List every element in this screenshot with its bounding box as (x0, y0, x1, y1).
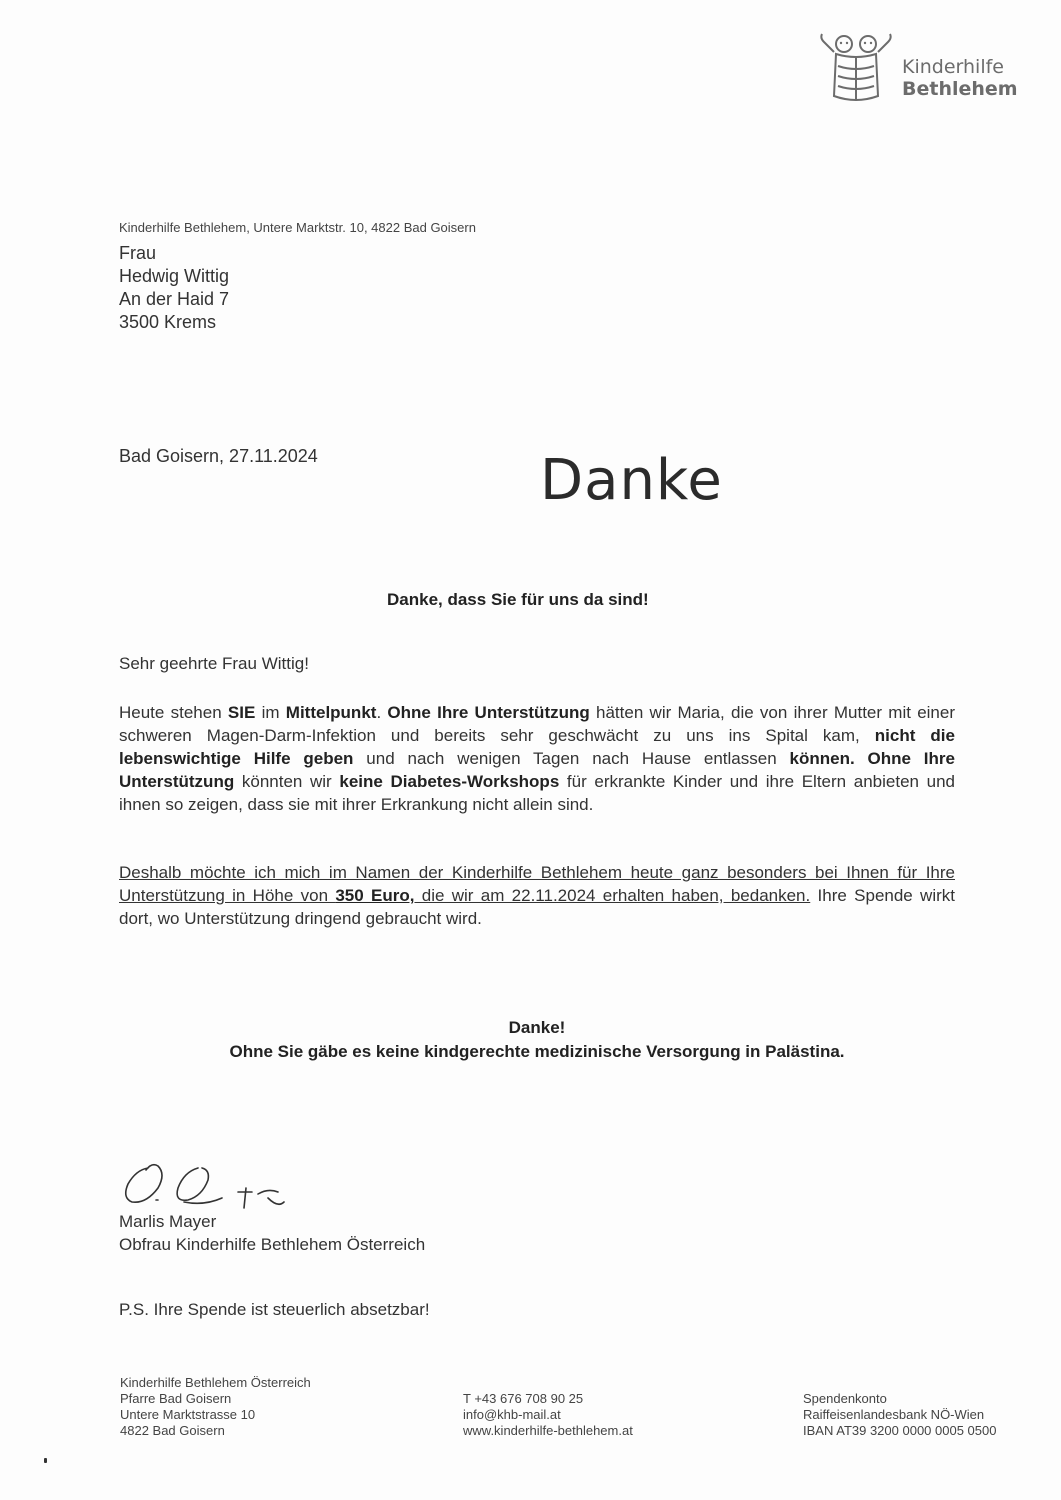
recipient-street: An der Haid 7 (119, 289, 230, 309)
footer-iban: IBAN AT39 3200 0000 0005 0500 (803, 1423, 997, 1438)
logo-wordmark (902, 56, 1018, 100)
footer-website: www.kinderhilfe-bethlehem.at (463, 1423, 633, 1438)
recipient-city: 3500 Krems (119, 312, 217, 332)
logo-line-2: Bethlehem (902, 78, 1018, 100)
postscript: P.S. Ihre Spende ist steuerlich absetzbar! (119, 1300, 430, 1319)
footer-bank (803, 1391, 996, 1439)
body-paragraph-1: Heute stehen SIE im Mittelpunkt. Ohne Ihre Unterstützung hätten wir Maria, die von ihrer Mutter mit einer schweren Magen-Darm-Infektion und bereits sehr geschwächt zu uns ins Spital kam, nicht die lebenswichtige Hilfe geben und nach wenigen Tagen nach Hause entlassen können. Ohne Ihre Unterstützung könnten wir keine Diabetes-Workshops für erkrankte Kinder und ihre Eltern anbieten und ihnen so zeigen, dass sie mit ihrer Erkrankung nicht allein sind. (119, 703, 956, 814)
signer-name: Marlis Mayer (119, 1212, 217, 1231)
footer-address-line: Untere Marktstrasse 10 (120, 1407, 256, 1422)
body-paragraph-2: Deshalb möchte ich mich im Namen der Kinderhilfe Bethlehem heute ganz besonders bei Ihnen für Ihre Unterstützung in Höhe von 350 Euro, die wir am 22.11.2024 erhalten haben, bedanken. Ihre Spende wirkt dort, wo Unterstützung dringend gebraucht wird. (119, 863, 955, 928)
children-logo-icon (816, 30, 896, 106)
footer-email: info@khb-mail.at (463, 1407, 561, 1422)
footer-bank-name: Raiffeisenlandesbank NÖ-Wien (803, 1407, 985, 1422)
letter-date: Bad Goisern, 27.11.2024 (119, 446, 318, 466)
salutation: Sehr geehrte Frau Wittig! (119, 654, 309, 673)
footer-phone: T +43 676 708 90 25 (463, 1391, 584, 1406)
recipient-address (119, 242, 229, 334)
footer-address-line: Pfarre Bad Goisern (120, 1391, 232, 1406)
scan-speck (44, 1458, 47, 1463)
closing-thanks-line-2: Ohne Sie gäbe es keine kindgerechte medizinische Versorgung in Palästina. (229, 1042, 845, 1061)
signer-block (119, 1210, 425, 1256)
closing-thanks-line-1: Danke! (508, 1018, 566, 1037)
footer-bank-label: Spendenkonto (803, 1391, 887, 1406)
footer-address (120, 1375, 311, 1439)
closing-thanks (0, 1016, 1061, 1064)
recipient-name: Hedwig Wittig (119, 266, 230, 286)
organization-logo (816, 30, 1016, 106)
recipient-salutation: Frau (119, 243, 157, 263)
footer-contact (463, 1391, 633, 1439)
signer-title: Obfrau Kinderhilfe Bethlehem Österreich (119, 1235, 426, 1254)
sender-line: Kinderhilfe Bethlehem, Untere Marktstr. 10, 4822 Bad Goisern (119, 220, 476, 235)
letter-subheading: Danke, dass Sie für uns da sind! (387, 590, 649, 609)
letter-title: Danke (540, 448, 723, 513)
footer-address-line: Kinderhilfe Bethlehem Österreich (120, 1375, 311, 1390)
logo-line-1: Kinderhilfe (902, 56, 1004, 78)
footer-address-line: 4822 Bad Goisern (120, 1423, 225, 1438)
